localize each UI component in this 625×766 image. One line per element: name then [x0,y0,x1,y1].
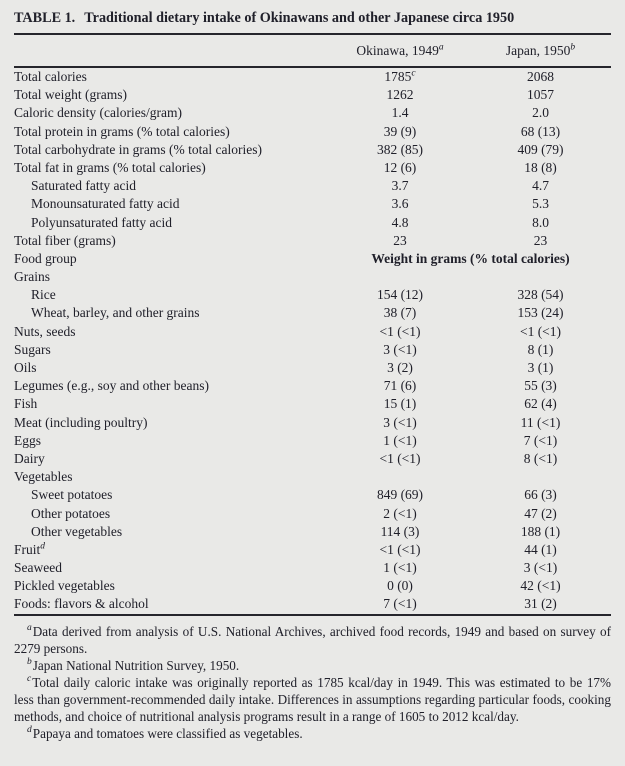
okinawa-value: 3 (<1) [383,341,417,357]
column-header-japan-label: Japan, 1950 [505,42,571,58]
column-header-japan [470,43,611,59]
japan-value: 8 (1) [527,341,554,357]
japan-value: 2068 [527,69,554,84]
table-caption: Traditional dietary intake of Okinawans and other Japanese circa 1950 [84,10,515,26]
column-header-okinawa [330,43,470,59]
footnote-text: Japan National Nutrition Survey, 1950. [32,657,240,673]
japan-value: 4.7 [532,178,549,194]
row-label: Monounsaturated fatty acid [31,196,180,212]
row-label: Grains [14,269,50,285]
row-label: Legumes (e.g., soy and other beans) [14,378,209,394]
footnote-marker-a: a [438,42,444,52]
japan-value: 68 (13) [520,123,561,139]
table-row [14,104,611,122]
okinawa-value: <1 (<1) [379,541,421,557]
okinawa-value: 849 (69) [376,487,424,503]
okinawa-value: 114 (3) [380,523,420,539]
okinawa-value: 12 (6) [383,159,417,175]
okinawa-value: 382 (85) [376,141,424,157]
okinawa-value: 1 (<1) [383,560,417,576]
okinawa-value: 71 (6) [383,378,417,394]
table-header-row [14,35,611,66]
row-label: Sweet potatoes [31,487,113,503]
table-row [14,468,611,486]
table-row [14,486,611,504]
japan-value: 47 (2) [524,505,557,521]
okinawa-value: 23 [393,232,407,248]
table-row [14,214,611,232]
row-label: Polyunsaturated fatty acid [31,214,172,230]
row-label: Wheat, barley, and other grains [31,305,200,321]
table-row [14,414,611,432]
table-row [14,450,611,468]
footnote-marker: b [27,657,32,668]
footnote-text: Data derived from analysis of U.S. National Archives, archived food records, 1949 and based on survey of 2279 persons. [14,623,611,656]
table-row [14,177,611,195]
row-label: Caloric density (calories/gram) [14,105,182,121]
footnote-text: Papaya and tomatoes were classified as vegetables. [32,725,303,741]
japan-value: 55 (3) [524,378,557,394]
table-row [14,577,611,595]
japan-value: 23 [533,232,548,248]
table-row [14,523,611,541]
okinawa-value: <1 (<1) [379,323,421,339]
row-label: Total fiber (grams) [14,232,116,248]
row-label: Foods: flavors & alcohol [14,596,149,612]
japan-value: 3 (<1) [523,560,558,576]
japan-value: 31 (2) [524,596,557,612]
row-label: Total protein in grams (% total calories) [14,123,230,139]
row-label: Meat (including poultry) [14,414,148,430]
row-label: Dairy [14,450,45,466]
table-row [14,505,611,523]
footnote-c [14,674,611,725]
table-row [14,377,611,395]
span-subheader: Weight in grams (% total calories) [371,250,570,266]
row-label: Other potatoes [31,505,111,521]
table-row [14,541,611,559]
row-label: Fish [14,396,38,412]
okinawa-value: 1262 [386,87,414,103]
table-1-okinawa-diet [14,8,611,742]
table-row [14,286,611,304]
column-header-okinawa-label: Okinawa, 1949 [356,42,439,58]
row-label: Saturated fatty acid [31,178,136,194]
okinawa-value: 39 (9) [383,123,417,139]
table-row [14,268,611,286]
japan-value: 8.0 [532,214,549,230]
footnote-marker: a [27,623,32,634]
japan-value: 153 (24) [517,305,564,321]
table-row [14,559,611,577]
okinawa-value: 3 (<1) [383,414,417,430]
okinawa-value: 154 (12) [376,287,424,303]
row-label: Other vegetables [31,523,123,539]
japan-value: 7 (<1) [523,432,558,448]
table-row [14,323,611,341]
okinawa-value: 0 (0) [387,578,413,594]
table-row [14,304,611,322]
japan-value: 1057 [527,87,554,103]
japan-value: 2.0 [532,105,549,121]
footnotes [14,623,611,742]
okinawa-value: 2 (<1) [383,505,417,521]
table-row [14,341,611,359]
table-row [14,159,611,177]
row-label: Sugars [14,341,51,357]
table-row [14,595,611,613]
table-row [14,432,611,450]
japan-value: 5.3 [532,196,549,212]
okinawa-value: <1 (<1) [379,450,421,466]
japan-value: 44 (1) [524,541,557,557]
japan-value: 42 (<1) [520,578,561,594]
table-row [14,86,611,104]
row-label: Eggs [14,432,41,448]
japan-value: 66 (3) [524,487,557,503]
japan-value: 62 (4) [524,396,557,412]
okinawa-value: 1 (<1) [383,432,417,448]
table-row [14,250,611,268]
japan-value: 188 (1) [520,523,561,539]
table-row [14,123,611,141]
footnote-marker: c [411,68,416,79]
japan-value: 8 (<1) [523,450,558,466]
footnote-marker: c [27,674,32,685]
table-title [14,8,611,28]
table-row [14,68,611,86]
table-row [14,141,611,159]
okinawa-value: 1785$^c$ [384,68,416,84]
table-row [14,395,611,413]
okinawa-value: 3.7 [391,178,409,194]
japan-value: 3 (1) [527,360,554,375]
okinawa-value: 38 (7) [383,305,417,321]
japan-value: 328 (54) [517,287,564,303]
okinawa-value: 3.6 [391,196,409,212]
japan-value: <1 (<1) [519,323,562,339]
okinawa-value: 7 (<1) [383,596,417,612]
table-number: TABLE 1. [14,10,76,26]
table-row [14,232,611,250]
row-label: Nuts, seeds [14,323,76,339]
footnote-a [14,623,611,657]
footnote-b [14,657,611,674]
row-label: Food group [14,250,77,266]
row-label: Total fat in grams (% total calories) [14,159,206,175]
row-label: Total carbohydrate in grams (% total calories) [14,141,262,157]
row-label: Seaweed [14,560,62,576]
footnote-d [14,725,611,742]
okinawa-value: 1.4 [391,105,409,121]
row-label: Total weight (grams) [14,87,128,103]
table-row [14,359,611,377]
footnote-marker: d [40,541,46,552]
row-label: Vegetables [14,469,73,485]
okinawa-value: 4.8 [391,214,409,230]
row-label: Oils [14,360,37,375]
row-label: Fruit [14,541,41,557]
japan-value: 11 (<1) [520,414,561,430]
row-label: Pickled vegetables [14,578,115,594]
row-label: Total calories [14,69,87,84]
row-label: Rice [31,287,56,303]
japan-value: 18 (8) [524,159,557,175]
bottom-rule [14,614,611,616]
japan-value: 409 (79) [517,141,564,157]
footnote-marker-b: b [570,42,576,52]
footnote-text: Total daily caloric intake was originally reported as 1785 kcal/day in 1949. This was estimated to be 17% less than government-recommended daily intake. Differences in assumptions regarding particular foods, cooking methods, and choice of nutritional analysis programs result in a range of 1605 to 2012 kcal/day. [14,674,611,724]
okinawa-value: 3 (2) [387,360,413,375]
table-row [14,195,611,213]
table-body [14,68,611,614]
footnote-marker: d [27,725,32,736]
okinawa-value: 15 (1) [383,396,417,412]
